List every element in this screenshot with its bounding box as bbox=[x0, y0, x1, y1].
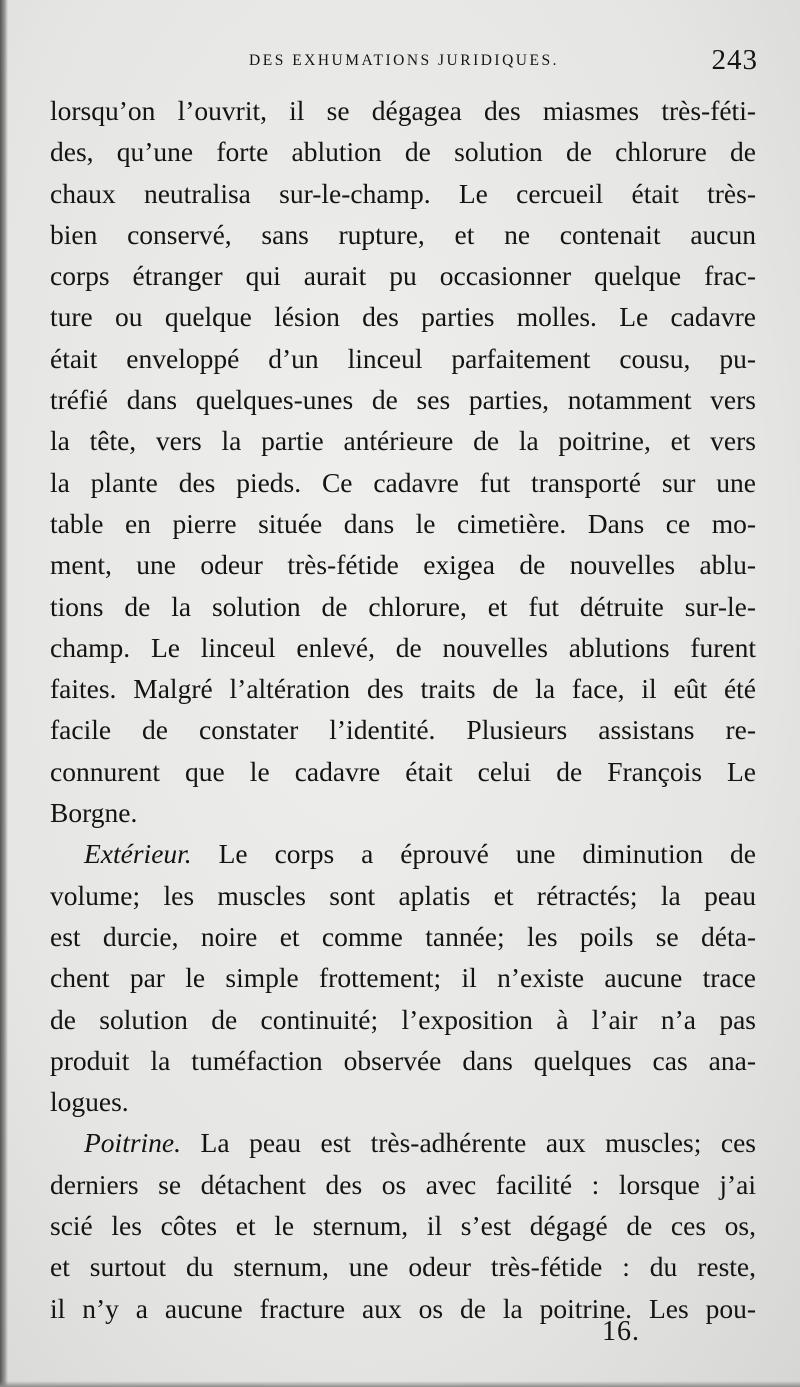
text-line: est durcie, noire et comme tannée; les poils se déta- bbox=[50, 920, 756, 952]
text-line: la tête, vers la partie antérieure de la poitrine, et vers bbox=[50, 425, 756, 457]
text-line: tréfié dans quelques-unes de ses parties, notamment vers bbox=[50, 384, 756, 416]
text-line: tions de la solution de chlorure, et fut détruite sur-le- bbox=[50, 590, 756, 622]
text-line: volume; les muscles sont aplatis et rétractés; la peau bbox=[50, 879, 756, 911]
text-line: la plante des pieds. Ce cadavre fut transporté sur une bbox=[50, 466, 756, 498]
text-line: produit la tuméfaction observée dans quelques cas ana- bbox=[50, 1044, 756, 1076]
text-run: La peau est très-adhérente aux muscles; ces bbox=[181, 1127, 756, 1159]
text-line: corps étranger qui aurait pu occasionner quelque frac- bbox=[50, 260, 756, 292]
text-line bbox=[50, 1122, 756, 1163]
text-line: Borgne. bbox=[50, 797, 138, 829]
text-line: était enveloppé d’un linceul parfaitement cousu, pu- bbox=[50, 342, 756, 374]
text-line: chaux neutralisa sur-le-champ. Le cercueil était très- bbox=[50, 177, 756, 209]
text-line: ment, une odeur très-fétide exigea de nouvelles ablu- bbox=[50, 549, 756, 581]
paragraph-continuation bbox=[50, 90, 756, 833]
text-line: faites. Malgré l’altération des traits de la face, il eût été bbox=[50, 673, 756, 705]
text-line: de solution de continuité; l’exposition à l’air n’a pas bbox=[50, 1003, 756, 1035]
text-line: scié les côtes et le sternum, il s’est dégagé de ces os, bbox=[50, 1210, 756, 1242]
page-header bbox=[50, 44, 758, 84]
text-run: Le corps a éprouvé une diminution de bbox=[191, 838, 756, 870]
page-edge-shadow bbox=[0, 0, 8, 1387]
text-line: facile de constater l’identité. Plusieurs assistans re- bbox=[50, 714, 756, 746]
text-line: chent par le simple frottement; il n’existe aucune trace bbox=[50, 962, 756, 994]
text-line: il n’y a aucune fracture aux os de la poitrine. Les pou- bbox=[50, 1292, 756, 1324]
text-line: et surtout du sternum, une odeur très-fétide : du reste, bbox=[50, 1251, 756, 1283]
body-text bbox=[50, 90, 756, 1329]
text-line bbox=[50, 833, 756, 874]
text-line: champ. Le linceul enlevé, de nouvelles ablutions furent bbox=[50, 631, 756, 663]
page-number: 243 bbox=[711, 44, 758, 76]
section-heading-exterieur: Extérieur. bbox=[84, 838, 192, 870]
text-line: bien conservé, sans rupture, et ne contenait aucun bbox=[50, 218, 756, 250]
text-line: des, qu’une forte ablution de solution de chlorure de bbox=[50, 136, 756, 168]
text-line: ture ou quelque lésion des parties molles. Le cadavre bbox=[50, 301, 756, 333]
page-bottom-shadow bbox=[0, 1381, 800, 1387]
text-line: derniers se détachent des os avec facilité : lorsque j’ai bbox=[50, 1168, 756, 1200]
paragraph-exterieur bbox=[50, 833, 756, 1122]
paragraph-poitrine bbox=[50, 1122, 756, 1328]
text-line: connurent que le cadavre était celui de François Le bbox=[50, 755, 756, 787]
text-line: logues. bbox=[50, 1086, 129, 1118]
section-heading-poitrine: Poitrine. bbox=[84, 1127, 182, 1159]
running-title: DES EXHUMATIONS JURIDIQUES. bbox=[249, 52, 559, 69]
text-line: lorsqu’on l’ouvrit, il se dégagea des miasmes très-féti- bbox=[50, 95, 756, 126]
text-line: table en pierre située dans le cimetière. Dans ce mo- bbox=[50, 507, 756, 539]
signature-mark: 16. bbox=[602, 1316, 640, 1347]
